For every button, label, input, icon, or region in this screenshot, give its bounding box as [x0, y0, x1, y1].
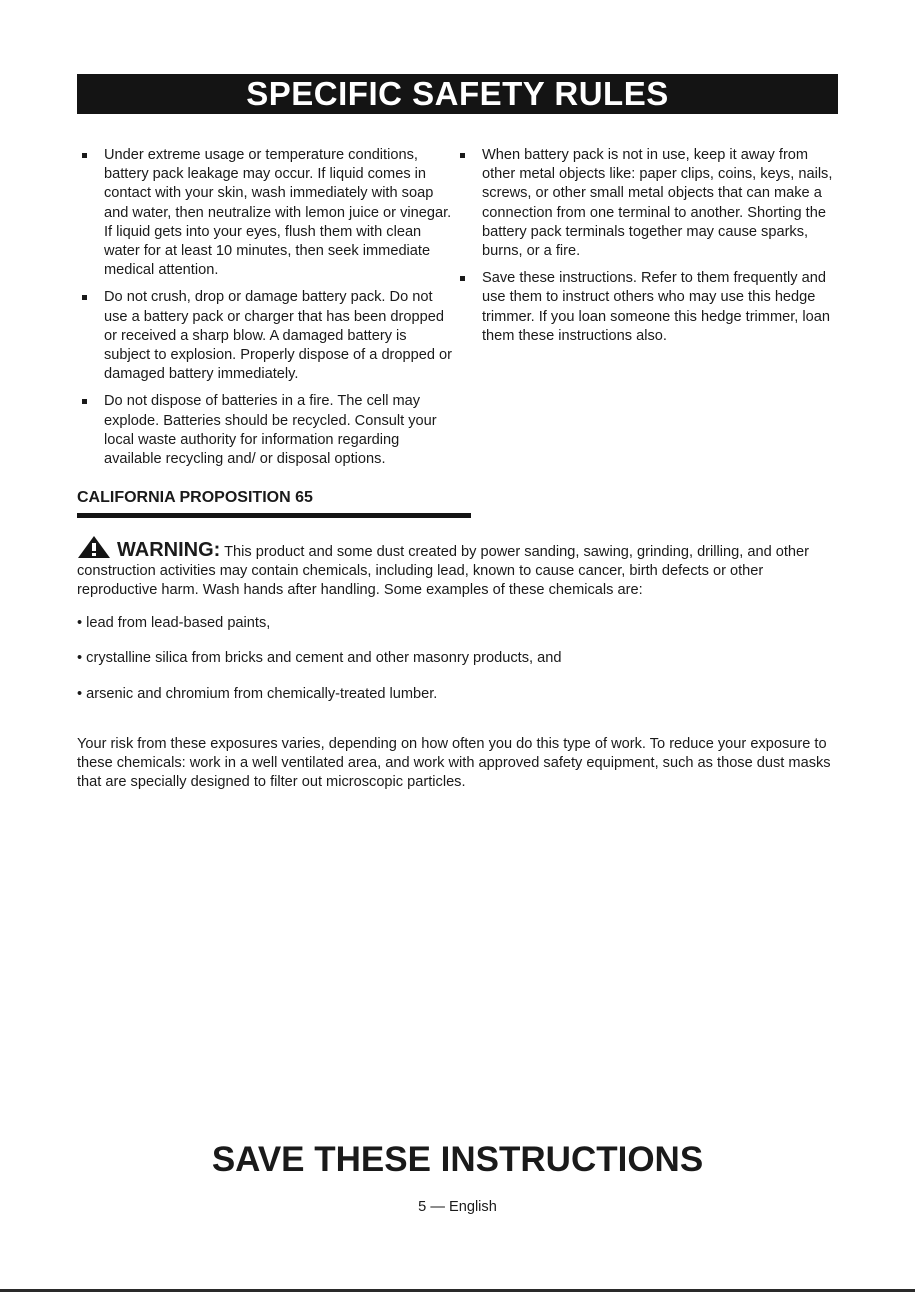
rule-item: [77, 392, 455, 469]
page-title-banner: [77, 74, 838, 114]
square-bullet-icon: [82, 399, 87, 404]
rule-text: When battery pack is not in use, keep it away from other metal objects like: paper clips, coins, keys, nails, screws, or other small metal objects that can make a connection from one terminal to another. Shorting the battery pack terminals together may cause sparks, burns, or a fire.: [482, 147, 833, 260]
rules-column-left: [77, 146, 455, 477]
prop65-heading: CALIFORNIA PROPOSITION 65: [77, 489, 313, 506]
rule-text: Do not crush, drop or damage battery pack. Do not use a battery pack or charger that has been dropped or received a sharp blow. A damaged battery is subject to explosion. Properly dispose of a dropped or damaged battery immediately.: [104, 289, 453, 383]
chemical-example-item: • lead from lead-based paints,: [77, 615, 271, 631]
rule-text: Save these instructions. Refer to them frequently and use them to instruct others who may use this hedge trimmer. If you loan someone this hedge trimmer, loan them these instructions also.: [482, 270, 830, 344]
page-title: SPECIFIC SAFETY RULES: [246, 75, 669, 112]
rule-text: Under extreme usage or temperature conditions, battery pack leakage may occur. If liquid comes in contact with your skin, wash immediately with soap and water, then neutralize with lemon juice or vinegar. If liquid gets into your eyes, flush them with clean water for at least 10 minutes, then seek immediate medical attention.: [104, 147, 452, 279]
warning-label: WARNING:: [117, 539, 221, 561]
save-instructions-heading: SAVE THESE INSTRUCTIONS: [211, 1140, 704, 1179]
rules-list-right: [455, 146, 835, 346]
page-footer: [0, 1198, 915, 1216]
warning-text: This product and some dust created by power sanding, sawing, grinding, drilling, and other construction activities may contain chemicals, including lead, known to cause cancer, birth defects or other reproductive harm. Wash hands after handling. Some examples of these chemicals are:: [77, 544, 810, 598]
rule-item: [77, 288, 455, 384]
section-divider: [77, 513, 471, 518]
rules-list-left: [77, 146, 455, 469]
chemical-example-item: • crystalline silica from bricks and cement and other masonry products, and: [77, 650, 562, 666]
square-bullet-icon: [460, 276, 465, 281]
exposure-paragraph: Your risk from these exposures varies, depending on how often you do this type of work. To reduce your exposure to these chemicals: work in a well ventilated area, and work with approved safety equipment, such as those dust masks that are specially designed to filter out microscopic particles.: [77, 736, 831, 791]
rule-item: [77, 146, 455, 280]
chemical-example-item: • arsenic and chromium from chemically-treated lumber.: [77, 686, 438, 702]
rule-text: Do not dispose of batteries in a fire. The cell may explode. Batteries should be recycled. Consult your local waste authority for information regarding available recycling and/ or disposal options.: [104, 393, 437, 468]
warning-triangle-icon: [77, 535, 111, 559]
square-bullet-icon: [460, 153, 465, 158]
rules-column-right: [455, 146, 835, 354]
rule-item: [455, 269, 835, 346]
page-number-label: 5 — English: [418, 1199, 497, 1215]
rule-item: [455, 146, 835, 261]
warning-paragraph: [77, 535, 837, 600]
square-bullet-icon: [82, 153, 87, 158]
square-bullet-icon: [82, 295, 87, 300]
